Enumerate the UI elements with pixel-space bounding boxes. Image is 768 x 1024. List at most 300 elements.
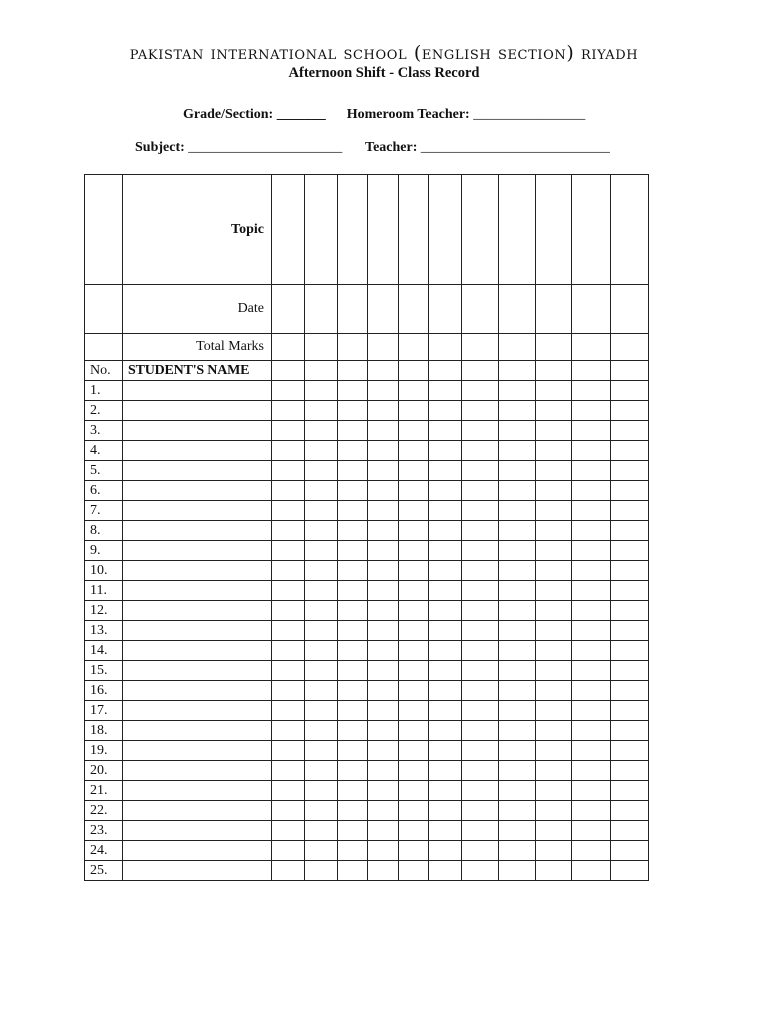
mark-cell[interactable] <box>399 381 429 401</box>
mark-cell[interactable] <box>399 441 429 461</box>
mark-cell[interactable] <box>305 661 338 681</box>
mark-cell[interactable] <box>429 621 462 641</box>
mark-cell[interactable] <box>368 381 399 401</box>
mark-cell[interactable] <box>368 641 399 661</box>
mark-cell[interactable] <box>429 721 462 741</box>
mark-cell[interactable] <box>499 741 536 761</box>
mark-cell[interactable] <box>462 361 499 381</box>
mark-cell[interactable] <box>338 681 368 701</box>
mark-cell[interactable] <box>499 761 536 781</box>
mark-cell[interactable] <box>429 175 462 285</box>
mark-cell[interactable] <box>272 361 305 381</box>
mark-cell[interactable] <box>368 841 399 861</box>
mark-cell[interactable] <box>368 761 399 781</box>
mark-cell[interactable] <box>368 861 399 881</box>
mark-cell[interactable] <box>338 761 368 781</box>
mark-cell[interactable] <box>368 561 399 581</box>
mark-cell[interactable] <box>611 441 649 461</box>
mark-cell[interactable] <box>462 334 499 361</box>
mark-cell[interactable] <box>462 721 499 741</box>
mark-cell[interactable] <box>462 701 499 721</box>
mark-cell[interactable] <box>462 761 499 781</box>
mark-cell[interactable] <box>399 641 429 661</box>
mark-cell[interactable] <box>338 821 368 841</box>
mark-cell[interactable] <box>499 285 536 334</box>
mark-cell[interactable] <box>572 361 611 381</box>
mark-cell[interactable] <box>429 441 462 461</box>
mark-cell[interactable] <box>462 641 499 661</box>
student-name-cell[interactable] <box>123 701 272 721</box>
mark-cell[interactable] <box>572 581 611 601</box>
mark-cell[interactable] <box>536 175 572 285</box>
mark-cell[interactable] <box>399 861 429 881</box>
mark-cell[interactable] <box>572 861 611 881</box>
mark-cell[interactable] <box>338 441 368 461</box>
mark-cell[interactable] <box>272 481 305 501</box>
mark-cell[interactable] <box>572 381 611 401</box>
mark-cell[interactable] <box>611 541 649 561</box>
mark-cell[interactable] <box>368 621 399 641</box>
mark-cell[interactable] <box>611 821 649 841</box>
mark-cell[interactable] <box>429 401 462 421</box>
mark-cell[interactable] <box>305 541 338 561</box>
mark-cell[interactable] <box>499 175 536 285</box>
mark-cell[interactable] <box>272 721 305 741</box>
mark-cell[interactable] <box>338 461 368 481</box>
mark-cell[interactable] <box>399 621 429 641</box>
mark-cell[interactable] <box>305 361 338 381</box>
mark-cell[interactable] <box>462 285 499 334</box>
mark-cell[interactable] <box>305 781 338 801</box>
mark-cell[interactable] <box>305 521 338 541</box>
student-name-cell[interactable] <box>123 601 272 621</box>
mark-cell[interactable] <box>272 681 305 701</box>
mark-cell[interactable] <box>368 661 399 681</box>
mark-cell[interactable] <box>611 401 649 421</box>
mark-cell[interactable] <box>572 761 611 781</box>
mark-cell[interactable] <box>272 501 305 521</box>
mark-cell[interactable] <box>429 601 462 621</box>
mark-cell[interactable] <box>305 601 338 621</box>
mark-cell[interactable] <box>399 334 429 361</box>
mark-cell[interactable] <box>429 561 462 581</box>
student-name-cell[interactable] <box>123 461 272 481</box>
mark-cell[interactable] <box>499 541 536 561</box>
student-name-cell[interactable] <box>123 741 272 761</box>
mark-cell[interactable] <box>462 841 499 861</box>
mark-cell[interactable] <box>338 621 368 641</box>
mark-cell[interactable] <box>272 461 305 481</box>
mark-cell[interactable] <box>429 581 462 601</box>
mark-cell[interactable] <box>499 521 536 541</box>
mark-cell[interactable] <box>499 461 536 481</box>
mark-cell[interactable] <box>338 801 368 821</box>
mark-cell[interactable] <box>429 381 462 401</box>
mark-cell[interactable] <box>338 561 368 581</box>
mark-cell[interactable] <box>611 581 649 601</box>
mark-cell[interactable] <box>499 801 536 821</box>
mark-cell[interactable] <box>399 521 429 541</box>
mark-cell[interactable] <box>272 401 305 421</box>
mark-cell[interactable] <box>338 401 368 421</box>
student-name-cell[interactable] <box>123 421 272 441</box>
mark-cell[interactable] <box>536 601 572 621</box>
mark-cell[interactable] <box>611 761 649 781</box>
mark-cell[interactable] <box>611 501 649 521</box>
mark-cell[interactable] <box>499 334 536 361</box>
mark-cell[interactable] <box>305 581 338 601</box>
mark-cell[interactable] <box>462 861 499 881</box>
mark-cell[interactable] <box>305 681 338 701</box>
mark-cell[interactable] <box>429 481 462 501</box>
mark-cell[interactable] <box>499 701 536 721</box>
mark-cell[interactable] <box>368 334 399 361</box>
mark-cell[interactable] <box>611 561 649 581</box>
mark-cell[interactable] <box>399 781 429 801</box>
mark-cell[interactable] <box>536 621 572 641</box>
student-name-cell[interactable] <box>123 781 272 801</box>
mark-cell[interactable] <box>338 334 368 361</box>
student-name-cell[interactable] <box>123 441 272 461</box>
mark-cell[interactable] <box>536 541 572 561</box>
mark-cell[interactable] <box>399 801 429 821</box>
mark-cell[interactable] <box>462 601 499 621</box>
mark-cell[interactable] <box>338 581 368 601</box>
mark-cell[interactable] <box>611 741 649 761</box>
mark-cell[interactable] <box>368 721 399 741</box>
mark-cell[interactable] <box>499 421 536 441</box>
mark-cell[interactable] <box>536 661 572 681</box>
mark-cell[interactable] <box>536 461 572 481</box>
mark-cell[interactable] <box>429 801 462 821</box>
mark-cell[interactable] <box>536 821 572 841</box>
mark-cell[interactable] <box>536 401 572 421</box>
mark-cell[interactable] <box>572 541 611 561</box>
mark-cell[interactable] <box>272 601 305 621</box>
mark-cell[interactable] <box>462 681 499 701</box>
mark-cell[interactable] <box>338 501 368 521</box>
mark-cell[interactable] <box>305 421 338 441</box>
mark-cell[interactable] <box>611 861 649 881</box>
mark-cell[interactable] <box>611 681 649 701</box>
mark-cell[interactable] <box>305 801 338 821</box>
mark-cell[interactable] <box>272 641 305 661</box>
student-name-cell[interactable] <box>123 581 272 601</box>
mark-cell[interactable] <box>611 175 649 285</box>
mark-cell[interactable] <box>272 175 305 285</box>
student-name-cell[interactable] <box>123 521 272 541</box>
mark-cell[interactable] <box>499 861 536 881</box>
mark-cell[interactable] <box>272 381 305 401</box>
mark-cell[interactable] <box>305 821 338 841</box>
student-name-cell[interactable] <box>123 501 272 521</box>
mark-cell[interactable] <box>499 441 536 461</box>
mark-cell[interactable] <box>399 421 429 441</box>
mark-cell[interactable] <box>368 175 399 285</box>
mark-cell[interactable] <box>462 661 499 681</box>
mark-cell[interactable] <box>399 481 429 501</box>
mark-cell[interactable] <box>611 461 649 481</box>
mark-cell[interactable] <box>499 381 536 401</box>
mark-cell[interactable] <box>462 561 499 581</box>
mark-cell[interactable] <box>272 821 305 841</box>
mark-cell[interactable] <box>272 581 305 601</box>
mark-cell[interactable] <box>499 681 536 701</box>
mark-cell[interactable] <box>499 581 536 601</box>
mark-cell[interactable] <box>462 821 499 841</box>
mark-cell[interactable] <box>399 841 429 861</box>
mark-cell[interactable] <box>429 461 462 481</box>
student-name-cell[interactable] <box>123 641 272 661</box>
mark-cell[interactable] <box>272 841 305 861</box>
mark-cell[interactable] <box>272 441 305 461</box>
mark-cell[interactable] <box>368 801 399 821</box>
mark-cell[interactable] <box>272 741 305 761</box>
homeroom-teacher-field[interactable]: ________________ <box>473 107 586 122</box>
mark-cell[interactable] <box>536 581 572 601</box>
mark-cell[interactable] <box>305 701 338 721</box>
mark-cell[interactable] <box>429 741 462 761</box>
mark-cell[interactable] <box>462 421 499 441</box>
mark-cell[interactable] <box>399 175 429 285</box>
mark-cell[interactable] <box>499 781 536 801</box>
mark-cell[interactable] <box>338 175 368 285</box>
mark-cell[interactable] <box>305 761 338 781</box>
student-name-cell[interactable] <box>123 381 272 401</box>
mark-cell[interactable] <box>572 721 611 741</box>
mark-cell[interactable] <box>572 421 611 441</box>
mark-cell[interactable] <box>572 641 611 661</box>
mark-cell[interactable] <box>536 421 572 441</box>
mark-cell[interactable] <box>462 781 499 801</box>
mark-cell[interactable] <box>611 661 649 681</box>
mark-cell[interactable] <box>429 761 462 781</box>
mark-cell[interactable] <box>499 721 536 741</box>
mark-cell[interactable] <box>462 481 499 501</box>
mark-cell[interactable] <box>462 501 499 521</box>
mark-cell[interactable] <box>462 621 499 641</box>
mark-cell[interactable] <box>272 861 305 881</box>
mark-cell[interactable] <box>536 285 572 334</box>
mark-cell[interactable] <box>338 421 368 441</box>
mark-cell[interactable] <box>338 541 368 561</box>
mark-cell[interactable] <box>611 334 649 361</box>
mark-cell[interactable] <box>338 521 368 541</box>
student-name-cell[interactable] <box>123 841 272 861</box>
mark-cell[interactable] <box>368 601 399 621</box>
mark-cell[interactable] <box>338 601 368 621</box>
mark-cell[interactable] <box>611 481 649 501</box>
mark-cell[interactable] <box>499 501 536 521</box>
mark-cell[interactable] <box>499 661 536 681</box>
mark-cell[interactable] <box>399 581 429 601</box>
mark-cell[interactable] <box>499 841 536 861</box>
mark-cell[interactable] <box>338 661 368 681</box>
mark-cell[interactable] <box>305 641 338 661</box>
mark-cell[interactable] <box>429 781 462 801</box>
mark-cell[interactable] <box>536 561 572 581</box>
mark-cell[interactable] <box>272 285 305 334</box>
mark-cell[interactable] <box>429 821 462 841</box>
mark-cell[interactable] <box>338 781 368 801</box>
mark-cell[interactable] <box>429 361 462 381</box>
mark-cell[interactable] <box>499 361 536 381</box>
mark-cell[interactable] <box>572 401 611 421</box>
mark-cell[interactable] <box>272 701 305 721</box>
mark-cell[interactable] <box>536 781 572 801</box>
mark-cell[interactable] <box>305 621 338 641</box>
mark-cell[interactable] <box>429 285 462 334</box>
mark-cell[interactable] <box>611 521 649 541</box>
mark-cell[interactable] <box>272 561 305 581</box>
mark-cell[interactable] <box>572 521 611 541</box>
mark-cell[interactable] <box>611 701 649 721</box>
mark-cell[interactable] <box>399 761 429 781</box>
student-name-cell[interactable] <box>123 541 272 561</box>
mark-cell[interactable] <box>399 501 429 521</box>
student-name-cell[interactable] <box>123 761 272 781</box>
mark-cell[interactable] <box>611 285 649 334</box>
mark-cell[interactable] <box>611 721 649 741</box>
mark-cell[interactable] <box>499 621 536 641</box>
mark-cell[interactable] <box>429 334 462 361</box>
mark-cell[interactable] <box>305 461 338 481</box>
mark-cell[interactable] <box>368 481 399 501</box>
mark-cell[interactable] <box>429 661 462 681</box>
mark-cell[interactable] <box>462 541 499 561</box>
mark-cell[interactable] <box>536 861 572 881</box>
mark-cell[interactable] <box>272 334 305 361</box>
mark-cell[interactable] <box>611 621 649 641</box>
mark-cell[interactable] <box>572 621 611 641</box>
mark-cell[interactable] <box>429 421 462 441</box>
mark-cell[interactable] <box>368 361 399 381</box>
mark-cell[interactable] <box>536 761 572 781</box>
mark-cell[interactable] <box>305 861 338 881</box>
mark-cell[interactable] <box>429 541 462 561</box>
mark-cell[interactable] <box>536 681 572 701</box>
mark-cell[interactable] <box>399 285 429 334</box>
student-name-cell[interactable] <box>123 681 272 701</box>
teacher-field[interactable]: ___________________________ <box>420 140 610 155</box>
mark-cell[interactable] <box>368 821 399 841</box>
mark-cell[interactable] <box>611 841 649 861</box>
mark-cell[interactable] <box>368 681 399 701</box>
mark-cell[interactable] <box>462 401 499 421</box>
mark-cell[interactable] <box>462 441 499 461</box>
mark-cell[interactable] <box>368 501 399 521</box>
mark-cell[interactable] <box>338 701 368 721</box>
mark-cell[interactable] <box>572 841 611 861</box>
grade-section-field[interactable]: _______ <box>276 107 326 122</box>
student-name-cell[interactable] <box>123 481 272 501</box>
mark-cell[interactable] <box>399 541 429 561</box>
mark-cell[interactable] <box>399 401 429 421</box>
mark-cell[interactable] <box>305 441 338 461</box>
mark-cell[interactable] <box>572 501 611 521</box>
mark-cell[interactable] <box>305 381 338 401</box>
mark-cell[interactable] <box>462 741 499 761</box>
mark-cell[interactable] <box>272 421 305 441</box>
mark-cell[interactable] <box>338 841 368 861</box>
mark-cell[interactable] <box>462 521 499 541</box>
mark-cell[interactable] <box>462 381 499 401</box>
mark-cell[interactable] <box>499 401 536 421</box>
mark-cell[interactable] <box>368 541 399 561</box>
mark-cell[interactable] <box>272 761 305 781</box>
mark-cell[interactable] <box>572 334 611 361</box>
student-name-cell[interactable] <box>123 821 272 841</box>
mark-cell[interactable] <box>338 361 368 381</box>
mark-cell[interactable] <box>462 175 499 285</box>
mark-cell[interactable] <box>429 681 462 701</box>
mark-cell[interactable] <box>272 801 305 821</box>
mark-cell[interactable] <box>399 741 429 761</box>
student-name-cell[interactable] <box>123 661 272 681</box>
mark-cell[interactable] <box>499 481 536 501</box>
mark-cell[interactable] <box>338 741 368 761</box>
mark-cell[interactable] <box>572 175 611 285</box>
student-name-cell[interactable] <box>123 801 272 821</box>
mark-cell[interactable] <box>338 285 368 334</box>
mark-cell[interactable] <box>572 601 611 621</box>
mark-cell[interactable] <box>572 461 611 481</box>
mark-cell[interactable] <box>399 561 429 581</box>
mark-cell[interactable] <box>399 721 429 741</box>
mark-cell[interactable] <box>536 381 572 401</box>
mark-cell[interactable] <box>536 521 572 541</box>
mark-cell[interactable] <box>399 701 429 721</box>
mark-cell[interactable] <box>572 285 611 334</box>
mark-cell[interactable] <box>611 641 649 661</box>
mark-cell[interactable] <box>272 781 305 801</box>
mark-cell[interactable] <box>399 601 429 621</box>
mark-cell[interactable] <box>399 361 429 381</box>
mark-cell[interactable] <box>429 861 462 881</box>
mark-cell[interactable] <box>536 361 572 381</box>
mark-cell[interactable] <box>536 801 572 821</box>
mark-cell[interactable] <box>305 285 338 334</box>
student-name-cell[interactable] <box>123 721 272 741</box>
mark-cell[interactable] <box>462 801 499 821</box>
mark-cell[interactable] <box>572 821 611 841</box>
mark-cell[interactable] <box>399 681 429 701</box>
mark-cell[interactable] <box>536 481 572 501</box>
mark-cell[interactable] <box>338 381 368 401</box>
mark-cell[interactable] <box>338 861 368 881</box>
mark-cell[interactable] <box>572 481 611 501</box>
mark-cell[interactable] <box>611 361 649 381</box>
mark-cell[interactable] <box>368 581 399 601</box>
student-name-cell[interactable] <box>123 401 272 421</box>
mark-cell[interactable] <box>368 441 399 461</box>
mark-cell[interactable] <box>429 521 462 541</box>
mark-cell[interactable] <box>572 701 611 721</box>
subject-field[interactable]: ______________________ <box>188 140 343 155</box>
mark-cell[interactable] <box>338 481 368 501</box>
mark-cell[interactable] <box>272 621 305 641</box>
mark-cell[interactable] <box>429 501 462 521</box>
student-name-cell[interactable] <box>123 861 272 881</box>
mark-cell[interactable] <box>536 441 572 461</box>
mark-cell[interactable] <box>536 501 572 521</box>
mark-cell[interactable] <box>305 401 338 421</box>
student-name-cell[interactable] <box>123 561 272 581</box>
mark-cell[interactable] <box>536 641 572 661</box>
mark-cell[interactable] <box>572 801 611 821</box>
mark-cell[interactable] <box>536 334 572 361</box>
mark-cell[interactable] <box>572 441 611 461</box>
